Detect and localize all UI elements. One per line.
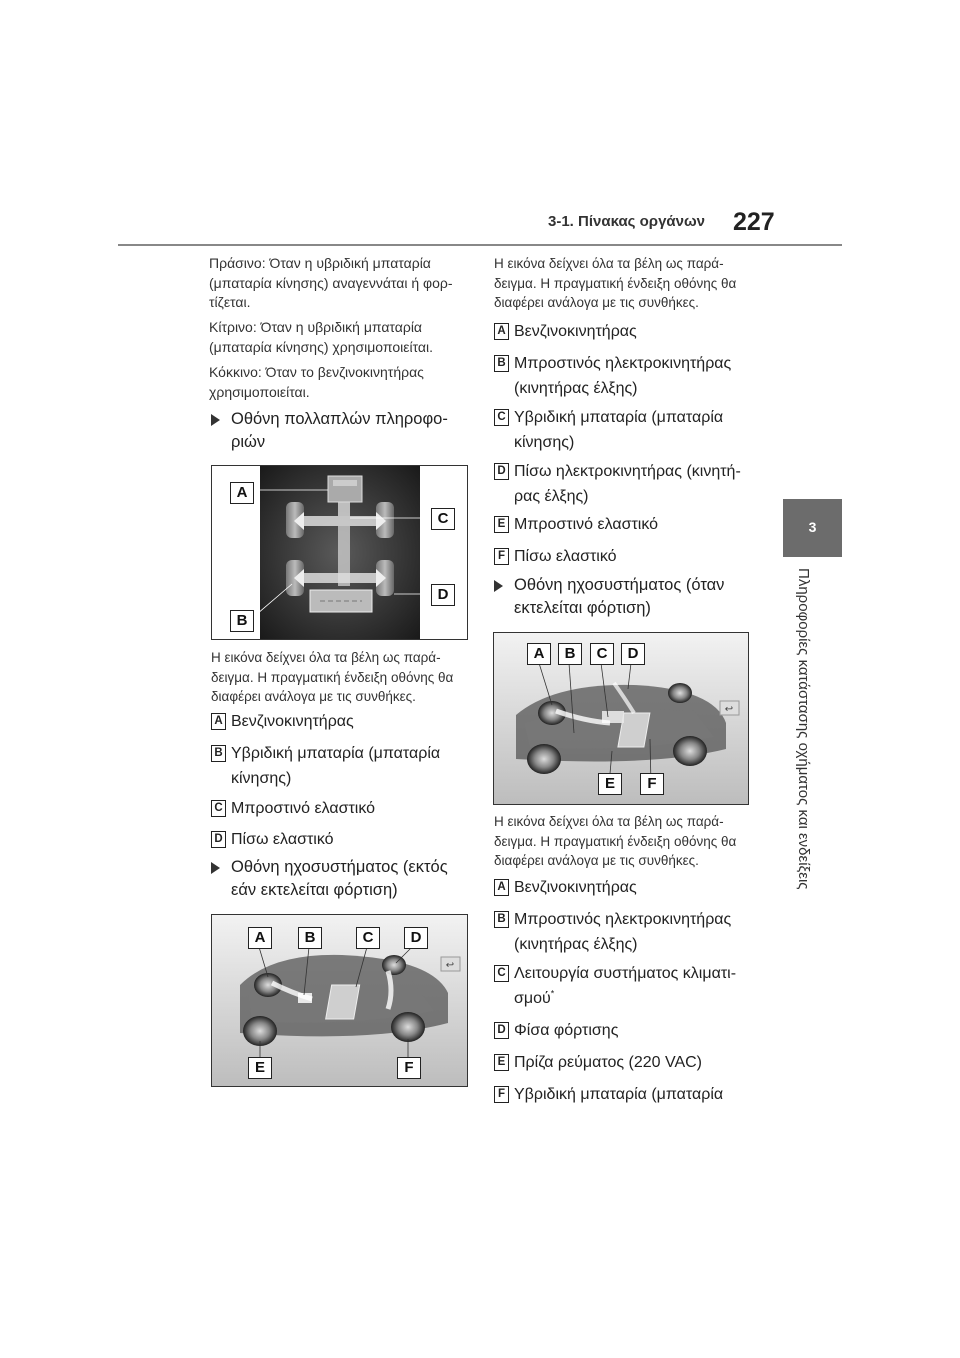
badge-c: C	[494, 409, 509, 426]
figure3-label-f: F	[640, 773, 664, 795]
triangle-bullet-icon	[211, 414, 220, 426]
chapter-tab	[783, 499, 842, 557]
badge-c: C	[211, 800, 226, 817]
figure2-label-b: B	[298, 927, 322, 949]
figure2-label-a: A	[248, 927, 272, 949]
figure1-label-b: B	[230, 610, 254, 632]
header-divider	[118, 244, 842, 246]
figure3-label-a: A	[527, 643, 551, 665]
badge-f: F	[494, 548, 509, 565]
figure2-label-f: F	[397, 1057, 421, 1079]
badge-a: A	[494, 879, 509, 896]
badge-a: A	[211, 713, 226, 730]
figure2-label-d: D	[404, 927, 428, 949]
badge-e: E	[494, 516, 509, 533]
chapter-number: 3	[808, 519, 817, 535]
figure3-label-d: D	[621, 643, 645, 665]
figure2-label-e: E	[248, 1057, 272, 1079]
figure1-label-a: A	[230, 482, 254, 504]
figure3-label-b: B	[558, 643, 582, 665]
figure2-label-c: C	[356, 927, 380, 949]
badge-d: D	[494, 1022, 509, 1039]
svg-text:↩: ↩	[445, 960, 455, 971]
figure-audio-display-not-charging	[211, 914, 468, 1087]
figure3-caption: Η εικόνα δείχνει όλα τα βέλη ως παρά-δειγμα. Η πραγματική ένδειξη οθόνης θα διαφέρει ανάλογα με τις συνθήκες.	[494, 814, 737, 868]
figure1-label-c: C	[431, 508, 455, 530]
figure-multi-info-display	[211, 465, 468, 640]
badge-b: B	[494, 355, 509, 372]
triangle-bullet-icon	[211, 862, 220, 874]
para-green: Πράσινο: Όταν η υβριδική μπαταρία (μπαταρία κίνησης) αναγεννάται ή φορ-τίζεται.	[209, 255, 453, 310]
figure1-caption: Η εικόνα δείχνει όλα τα βέλη ως παρά-δειγμα. Η πραγματική ένδειξη οθόνης θα διαφέρει ανάλογα με τις συνθήκες.	[211, 650, 454, 704]
figure-audio-display-charging	[493, 632, 749, 805]
page-number: 227	[733, 208, 775, 236]
badge-a: A	[494, 323, 509, 340]
figure3-label-c: C	[590, 643, 614, 665]
para-red: Κόκκινο: Όταν το βενζινοκινητήρας χρησιμοποιείται.	[209, 364, 424, 400]
badge-c: C	[494, 965, 509, 982]
badge-b: B	[211, 745, 226, 762]
badge-d: D	[494, 463, 509, 480]
badge-f: F	[494, 1086, 509, 1103]
triangle-bullet-icon	[494, 580, 503, 592]
svg-text:↩: ↩	[724, 704, 734, 715]
para-yellow: Κίτρινο: Όταν η υβριδική μπαταρία (μπαταρία κίνησης) χρησιμοποιείται.	[209, 319, 434, 355]
chapter-title: Πληροφορίες κατάστασης οχήματος και ενδείξεις	[795, 568, 812, 890]
badge-d: D	[211, 831, 226, 848]
figure2-caption: Η εικόνα δείχνει όλα τα βέλη ως παρά-δειγμα. Η πραγματική ένδειξη οθόνης θα διαφέρει ανάλογα με τις συνθήκες.	[494, 256, 737, 310]
badge-e: E	[494, 1054, 509, 1071]
badge-b: B	[494, 911, 509, 928]
figure3-label-e: E	[598, 773, 622, 795]
figure1-label-d: D	[431, 584, 455, 606]
section-title: 3-1. Πίνακας οργάνων	[548, 213, 705, 230]
footnote-asterisk: *	[550, 988, 555, 999]
